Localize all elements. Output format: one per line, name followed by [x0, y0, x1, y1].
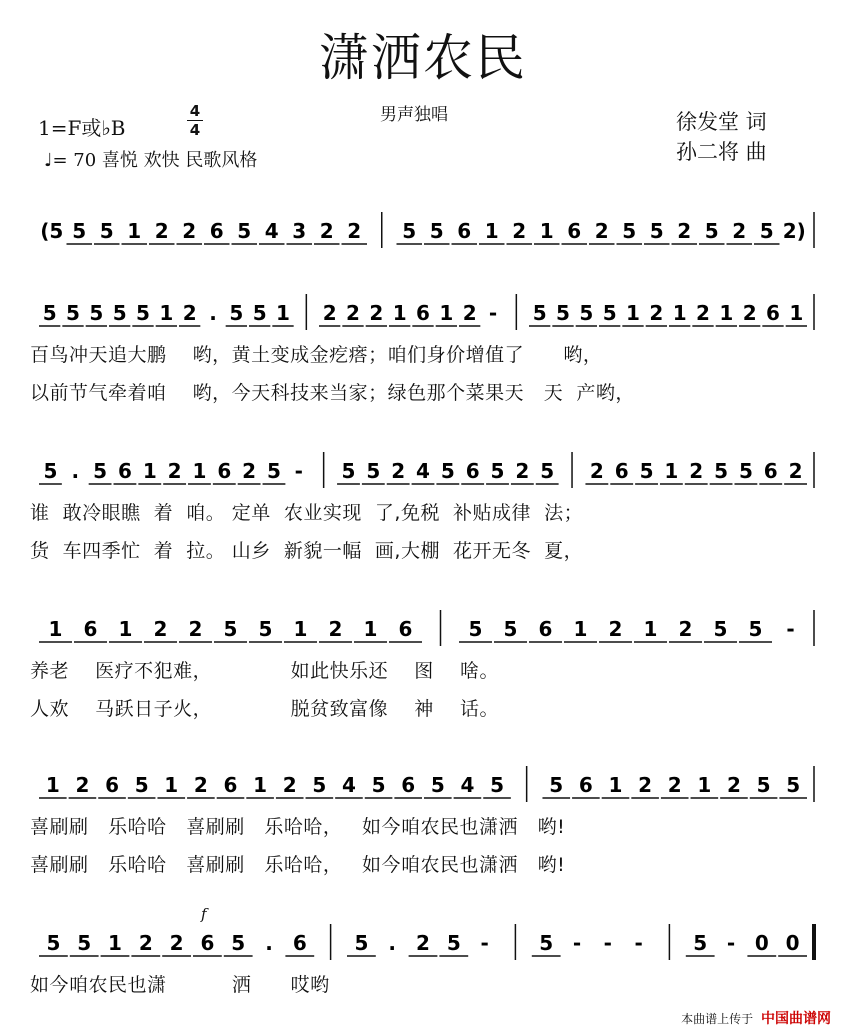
note: 5 [223, 617, 238, 641]
performance-type: 男声独唱 [380, 105, 448, 125]
note: 2) [782, 219, 806, 243]
note: 2 [346, 301, 360, 325]
note: 6 [401, 773, 416, 797]
note: 1 [276, 301, 290, 325]
note: 2 [608, 617, 623, 641]
score-row-5 [30, 762, 820, 876]
note: (5 [40, 219, 64, 243]
lyric-line-2: 以前节气牵着咱 哟，今天科技来当家；绿色那个菜果天 天 产哟， [30, 382, 635, 404]
site-logo: 中国曲谱网 [761, 1011, 831, 1027]
note: 6 [117, 459, 132, 483]
note: 5 [402, 219, 417, 243]
lyric-line-1: 百鸟冲天追大鹏 哟，黄土变成金疙瘩；咱们身价增值了 哟， [30, 344, 603, 366]
note: 2 [696, 301, 710, 325]
note: 5 [252, 301, 267, 325]
note: 2 [667, 773, 682, 797]
meter-top: 4 [189, 102, 201, 120]
note: 5 [549, 773, 564, 797]
note: 5 [602, 301, 617, 325]
note: 5 [468, 617, 483, 641]
composer-credit: 孙二将 曲 [676, 140, 767, 164]
note: 5 [93, 459, 108, 483]
note: 5 [539, 931, 554, 955]
note: 6 [457, 219, 472, 243]
note: 5 [42, 301, 57, 325]
note: 2 [322, 301, 337, 325]
note: 2 [154, 219, 169, 243]
note: 5 [430, 773, 445, 797]
note: 1 [573, 617, 588, 641]
note: 1 [253, 773, 268, 797]
note: 2 [242, 459, 257, 483]
meter-bottom: 4 [189, 121, 201, 139]
score-row-2 [30, 290, 820, 404]
note: - [572, 931, 582, 955]
note: 2 [193, 773, 208, 797]
note: 5 [134, 773, 149, 797]
note: 6 [763, 459, 778, 483]
note: 2 [182, 301, 197, 325]
dynamic-forte: f [201, 905, 207, 923]
note: 1 [392, 301, 407, 325]
note: 2 [689, 459, 704, 483]
note: 2 [138, 931, 153, 955]
note: - [480, 931, 489, 955]
note: 1 [159, 301, 174, 325]
note: 2 [788, 459, 803, 483]
note: 2 [182, 219, 197, 243]
note: 5 [639, 459, 654, 483]
note: 2 [369, 301, 384, 325]
note: 5 [440, 459, 455, 483]
note: 6 [83, 617, 98, 641]
note: 5 [72, 219, 87, 243]
note: 6 [465, 459, 480, 483]
note: 5 [229, 301, 244, 325]
notation-line [30, 606, 820, 650]
note: 5 [237, 219, 252, 243]
note: - [488, 301, 498, 325]
note: 2 [347, 219, 362, 243]
note: 1 [664, 459, 679, 483]
note: 1 [164, 773, 179, 797]
note: 5 [503, 617, 518, 641]
note: 5 [366, 459, 381, 483]
note: 5 [46, 931, 61, 955]
note: 5 [556, 301, 570, 325]
note: 2 [462, 301, 477, 325]
note: 5 [532, 301, 547, 325]
note: 2 [167, 459, 182, 483]
note: 6 [105, 773, 119, 797]
note: 1 [643, 617, 658, 641]
note: - [634, 931, 643, 955]
note: 4 [264, 219, 279, 243]
note: 5 [786, 773, 801, 797]
note: . [388, 931, 397, 955]
note: 1 [293, 617, 308, 641]
note: 3 [292, 219, 307, 243]
note: 2 [677, 219, 692, 243]
note: 6 [538, 617, 553, 641]
note: 5 [267, 459, 281, 483]
note: 1 [142, 459, 157, 483]
note: 5 [714, 459, 729, 483]
note: - [603, 931, 612, 955]
note: - [294, 459, 303, 483]
note: 1 [108, 931, 122, 955]
footer [681, 1008, 831, 1028]
note: 2 [638, 773, 653, 797]
note: . [265, 931, 273, 955]
note: 2 [391, 459, 406, 483]
lyric-line-2: 人欢 马跃日子火， 脱贫致富像 神 话。 [30, 698, 499, 720]
score-row-1 [30, 208, 820, 298]
note: 4 [460, 773, 475, 797]
notation-line [30, 448, 820, 492]
note: 5 [258, 617, 273, 641]
note: 6 [416, 301, 430, 325]
note: - [726, 931, 736, 955]
note: 1 [608, 773, 623, 797]
note: 6 [217, 459, 232, 483]
note: 5 [446, 931, 461, 955]
score-row-3 [30, 448, 820, 562]
note: 6 [578, 773, 593, 797]
key-signature: 1=F或♭B [38, 116, 126, 140]
note: 2 [727, 773, 741, 797]
note: 5 [738, 459, 753, 483]
lyric-line-1: 如今咱农民也潇 洒 哎哟 [30, 974, 330, 996]
score-row-6 [30, 920, 820, 1010]
note: 1 [484, 219, 499, 243]
note: 5 [540, 459, 555, 483]
note: 4 [416, 459, 430, 483]
note: 1 [697, 773, 712, 797]
note: . [209, 301, 217, 325]
note: 1 [626, 301, 640, 325]
lyricist-credit: 徐发堂 词 [676, 110, 767, 134]
notation-line [30, 208, 820, 252]
note: 2 [589, 459, 604, 483]
note: 1 [539, 219, 554, 243]
note: 6 [614, 459, 629, 483]
note: 1 [127, 219, 142, 243]
note: 2 [319, 219, 334, 243]
lyric-line-1: 养老 医疗不犯难， 如此快乐还 图 啥。 [30, 660, 499, 682]
note: 5 [748, 617, 763, 641]
note: 2 [153, 617, 168, 641]
footer-text: 本曲谱上传于 [681, 1012, 754, 1026]
note: 5 [490, 459, 505, 483]
note: 6 [398, 617, 413, 641]
note: 5 [99, 219, 114, 243]
note: 5 [579, 301, 594, 325]
note: 5 [371, 773, 386, 797]
note: 5 [759, 219, 774, 243]
note: 2 [328, 617, 343, 641]
note: 5 [756, 773, 771, 797]
note: 2 [732, 219, 747, 243]
note: 1 [192, 459, 207, 483]
note: 6 [223, 773, 238, 797]
note: 6 [200, 931, 215, 955]
note: 2 [742, 301, 757, 325]
note: 5 [231, 931, 246, 955]
note: 2 [169, 931, 184, 955]
note: 5 [490, 773, 504, 797]
note: 5 [622, 219, 637, 243]
note: 1 [439, 301, 454, 325]
note: 2 [678, 617, 693, 641]
note: . [71, 459, 80, 483]
lyric-line-1: 谁 敢冷眼瞧 着 咱。 定单 农业实现 了,免税 补贴成律 法； [30, 502, 584, 524]
note: 5 [66, 301, 80, 325]
note: 5 [704, 219, 719, 243]
note: 2 [512, 219, 527, 243]
note: 0 [754, 931, 769, 955]
note: 2 [594, 219, 609, 243]
note: 2 [75, 773, 90, 797]
note: 5 [312, 773, 327, 797]
note: 5 [77, 931, 92, 955]
note: 2 [416, 931, 430, 955]
lyric-line-1: 喜刷刷 乐哈哈 喜刷刷 乐哈哈， 如今咱农民也潇洒 哟! [30, 816, 566, 838]
note: 5 [43, 459, 58, 483]
note: 6 [567, 219, 582, 243]
note: 1 [363, 617, 378, 641]
tempo-marking: ♩= 70 喜悦 欢快 民歌风格 [44, 150, 258, 171]
lyric-line-2: 喜刷刷 乐哈哈 喜刷刷 乐哈哈， 如今咱农民也潇洒 哟! [30, 854, 566, 876]
note: 5 [341, 459, 356, 483]
note: 5 [649, 219, 664, 243]
note: 1 [719, 301, 734, 325]
note: 6 [209, 219, 224, 243]
note: 2 [188, 617, 203, 641]
notation-line [30, 290, 820, 334]
note: 2 [515, 459, 530, 483]
score-row-4 [30, 606, 820, 720]
note: 5 [713, 617, 728, 641]
note: 5 [136, 301, 150, 325]
note: 5 [429, 219, 444, 243]
lyric-line-2: 货 车四季忙 着 拉。 山乡 新貌一幅 画,大棚 花开无冬 夏， [30, 540, 584, 562]
note: 5 [354, 931, 369, 955]
note: 1 [118, 617, 133, 641]
song-title: 潇洒农民 [319, 29, 527, 87]
note: 1 [45, 773, 60, 797]
note: 2 [649, 301, 664, 325]
note: 1 [48, 617, 63, 641]
note: 2 [282, 773, 297, 797]
note: 4 [342, 773, 356, 797]
note: 1 [789, 301, 804, 325]
note: 0 [785, 931, 800, 955]
note: 6 [766, 301, 780, 325]
time-signature [187, 102, 203, 139]
notation-line [30, 920, 820, 964]
note: 5 [112, 301, 127, 325]
note: 6 [292, 931, 307, 955]
note: 5 [693, 931, 708, 955]
note: 5 [89, 301, 104, 325]
note: - [786, 617, 795, 641]
note: 1 [672, 301, 687, 325]
notation-line [30, 762, 820, 806]
